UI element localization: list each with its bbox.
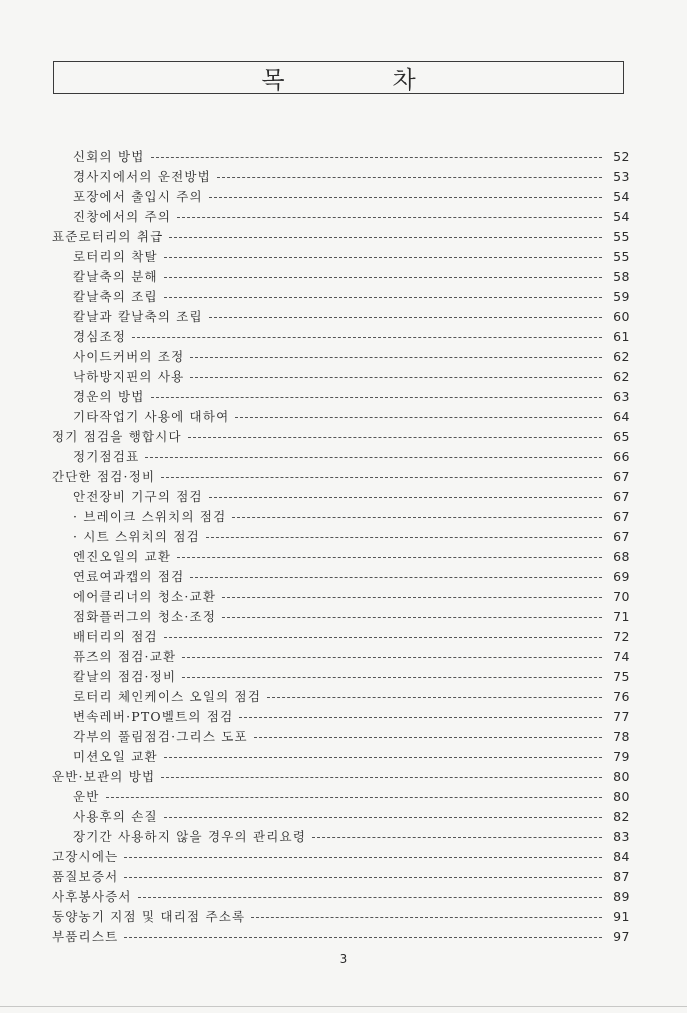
toc-row — [52, 886, 630, 906]
toc-entry-page: 82 — [613, 808, 630, 824]
toc-entry-page: 54 — [613, 208, 630, 224]
toc-row — [52, 366, 630, 386]
toc-entry-page: 69 — [613, 568, 630, 584]
toc-entry-page: 89 — [613, 888, 630, 904]
dotted-leader — [235, 417, 602, 418]
table-of-contents — [52, 146, 630, 946]
toc-entry-title: 변속레버·PTO벨트의 점검 — [73, 709, 234, 724]
toc-entry-title: 품질보증서 — [52, 869, 119, 884]
dotted-leader — [209, 197, 602, 198]
toc-row — [52, 846, 630, 866]
dotted-leader — [145, 457, 602, 458]
toc-entry-page: 62 — [613, 348, 630, 364]
dotted-leader — [164, 757, 602, 758]
toc-entry-page: 76 — [613, 688, 630, 704]
toc-entry-title: 퓨즈의 점검·교환 — [73, 649, 177, 664]
dotted-leader — [177, 557, 602, 558]
dotted-leader — [169, 237, 602, 238]
toc-entry-page: 61 — [613, 328, 630, 344]
toc-entry-page: 53 — [613, 168, 630, 184]
toc-row — [52, 906, 630, 926]
toc-entry-title: 운반·보관의 방법 — [52, 769, 156, 784]
dotted-leader — [182, 657, 602, 658]
dotted-leader — [239, 717, 602, 718]
toc-entry-title: 정기점검표 — [73, 449, 140, 464]
toc-entry-title: 진창에서의 주의 — [73, 209, 172, 224]
dotted-leader — [106, 797, 602, 798]
toc-row — [52, 806, 630, 826]
toc-entry-title: · 브레이크 스위치의 점검 — [73, 509, 227, 524]
toc-row — [52, 866, 630, 886]
toc-entry-page: 64 — [613, 408, 630, 424]
toc-entry-page: 67 — [613, 528, 630, 544]
toc-entry-page: 63 — [613, 388, 630, 404]
dotted-leader — [312, 837, 602, 838]
toc-entry-title: 사후봉사증서 — [52, 889, 132, 904]
toc-entry-title: 고장시에는 — [52, 849, 119, 864]
toc-entry-title: 경운의 방법 — [73, 389, 145, 404]
toc-entry-page: 59 — [613, 288, 630, 304]
toc-entry-page: 74 — [613, 648, 630, 664]
toc-entry-page: 62 — [613, 368, 630, 384]
dotted-leader — [164, 637, 602, 638]
toc-entry-title: 엔진오일의 교환 — [73, 549, 172, 564]
toc-entry-page: 67 — [613, 508, 630, 524]
toc-row — [52, 206, 630, 226]
toc-row — [52, 766, 630, 786]
toc-row — [52, 406, 630, 426]
toc-entry-page: 71 — [613, 608, 630, 624]
dotted-leader — [177, 217, 602, 218]
dotted-leader — [182, 677, 602, 678]
toc-entry-title: 칼날축의 분해 — [73, 269, 158, 284]
toc-row — [52, 446, 630, 466]
toc-row — [52, 526, 630, 546]
toc-entry-title: 칼날축의 조립 — [73, 289, 158, 304]
toc-entry-title: 칼날의 점검·정비 — [73, 669, 177, 684]
toc-entry-page: 67 — [613, 468, 630, 484]
toc-entry-page: 67 — [613, 488, 630, 504]
dotted-leader — [138, 897, 602, 898]
toc-row — [52, 506, 630, 526]
dotted-leader — [124, 857, 602, 858]
toc-row — [52, 146, 630, 166]
dotted-leader — [267, 697, 602, 698]
toc-row — [52, 826, 630, 846]
dotted-leader — [209, 497, 602, 498]
toc-entry-page: 83 — [613, 828, 630, 844]
dotted-leader — [124, 877, 602, 878]
toc-entry-page: 97 — [613, 928, 630, 944]
toc-entry-title: 로터리 체인케이스 오일의 점검 — [73, 689, 262, 704]
toc-entry-page: 54 — [613, 188, 630, 204]
toc-row — [52, 746, 630, 766]
toc-row — [52, 646, 630, 666]
dotted-leader — [188, 437, 602, 438]
toc-entry-title: 칼날과 칼날축의 조립 — [73, 309, 203, 324]
dotted-leader — [124, 937, 602, 938]
toc-row — [52, 566, 630, 586]
page-number: 3 — [339, 952, 348, 966]
toc-entry-page: 68 — [613, 548, 630, 564]
toc-entry-title: 동양농기 지점 및 대리점 주소록 — [52, 909, 246, 924]
toc-row — [52, 706, 630, 726]
dotted-leader — [209, 317, 602, 318]
toc-row — [52, 186, 630, 206]
dotted-leader — [132, 337, 602, 338]
toc-entry-page: 79 — [613, 748, 630, 764]
toc-entry-page: 91 — [613, 908, 630, 924]
toc-entry-title: 각부의 풀림점검·그리스 도포 — [73, 729, 248, 744]
toc-row — [52, 606, 630, 626]
toc-entry-title: 배터리의 점검 — [73, 629, 158, 644]
toc-entry-title: · 시트 스위치의 점검 — [73, 529, 200, 544]
toc-entry-page: 72 — [613, 628, 630, 644]
toc-row — [52, 386, 630, 406]
toc-entry-title: 신회의 방법 — [73, 149, 145, 164]
toc-row — [52, 326, 630, 346]
toc-entry-title: 간단한 점검·정비 — [52, 469, 156, 484]
toc-entry-title: 에어클리너의 청소·교환 — [73, 589, 217, 604]
dotted-leader — [164, 817, 602, 818]
dotted-leader — [232, 517, 602, 518]
toc-entry-page: 65 — [613, 428, 630, 444]
toc-entry-title: 운반 — [73, 789, 100, 804]
toc-entry-title: 포장에서 출입시 주의 — [73, 189, 203, 204]
dotted-leader — [151, 157, 602, 158]
toc-row — [52, 626, 630, 646]
toc-row — [52, 166, 630, 186]
toc-entry-page: 55 — [613, 248, 630, 264]
toc-entry-title: 사이드커버의 조정 — [73, 349, 185, 364]
toc-row — [52, 786, 630, 806]
dotted-leader — [217, 177, 602, 178]
page-title: 목차 — [261, 66, 524, 94]
toc-entry-page: 77 — [613, 708, 630, 724]
toc-entry-title: 점화플러그의 청소·조정 — [73, 609, 217, 624]
toc-entry-page: 58 — [613, 268, 630, 284]
toc-entry-page: 87 — [613, 868, 630, 884]
toc-row — [52, 926, 630, 946]
dotted-leader — [254, 737, 602, 738]
toc-row — [52, 306, 630, 326]
dotted-leader — [164, 297, 602, 298]
toc-entry-page: 80 — [613, 788, 630, 804]
dotted-leader — [161, 777, 602, 778]
toc-row — [52, 426, 630, 446]
toc-entry-page: 52 — [613, 148, 630, 164]
dotted-leader — [164, 277, 602, 278]
dotted-leader — [206, 537, 602, 538]
dotted-leader — [190, 377, 602, 378]
title-box — [53, 61, 624, 94]
dotted-leader — [151, 397, 602, 398]
toc-row — [52, 286, 630, 306]
toc-entry-title: 낙하방지핀의 사용 — [73, 369, 185, 384]
toc-entry-page: 60 — [613, 308, 630, 324]
toc-entry-title: 경심조정 — [73, 329, 127, 344]
toc-row — [52, 346, 630, 366]
dotted-leader — [222, 597, 602, 598]
toc-entry-title: 부품리스트 — [52, 929, 119, 944]
toc-row — [52, 266, 630, 286]
toc-row — [52, 486, 630, 506]
toc-row — [52, 726, 630, 746]
toc-row — [52, 246, 630, 266]
toc-entry-page: 84 — [613, 848, 630, 864]
toc-row — [52, 226, 630, 246]
toc-entry-title: 기타작업기 사용에 대하여 — [73, 409, 230, 424]
toc-row — [52, 546, 630, 566]
toc-entry-page: 66 — [613, 448, 630, 464]
dotted-leader — [222, 617, 602, 618]
toc-entry-title: 연료여과캡의 점검 — [73, 569, 185, 584]
toc-entry-title: 안전장비 기구의 점검 — [73, 489, 203, 504]
dotted-leader — [190, 357, 602, 358]
toc-entry-page: 78 — [613, 728, 630, 744]
toc-entry-page: 70 — [613, 588, 630, 604]
toc-row — [52, 686, 630, 706]
toc-entry-page: 55 — [613, 228, 630, 244]
toc-row — [52, 586, 630, 606]
toc-entry-title: 경사지에서의 운전방법 — [73, 169, 211, 184]
toc-entry-title: 장기간 사용하지 않을 경우의 관리요령 — [73, 829, 307, 844]
dotted-leader — [161, 477, 602, 478]
dotted-leader — [251, 917, 602, 918]
toc-entry-page: 80 — [613, 768, 630, 784]
toc-entry-title: 미션오일 교환 — [73, 749, 158, 764]
toc-entry-title: 로터리의 착탈 — [73, 249, 158, 264]
toc-row — [52, 466, 630, 486]
toc-entry-title: 사용후의 손질 — [73, 809, 158, 824]
dotted-leader — [164, 257, 602, 258]
toc-entry-title: 표준로터리의 취급 — [52, 229, 164, 244]
toc-row — [52, 666, 630, 686]
bottom-divider — [0, 1006, 687, 1007]
toc-entry-title: 정기 점검을 행합시다 — [52, 429, 182, 444]
toc-entry-page: 75 — [613, 668, 630, 684]
dotted-leader — [190, 577, 602, 578]
